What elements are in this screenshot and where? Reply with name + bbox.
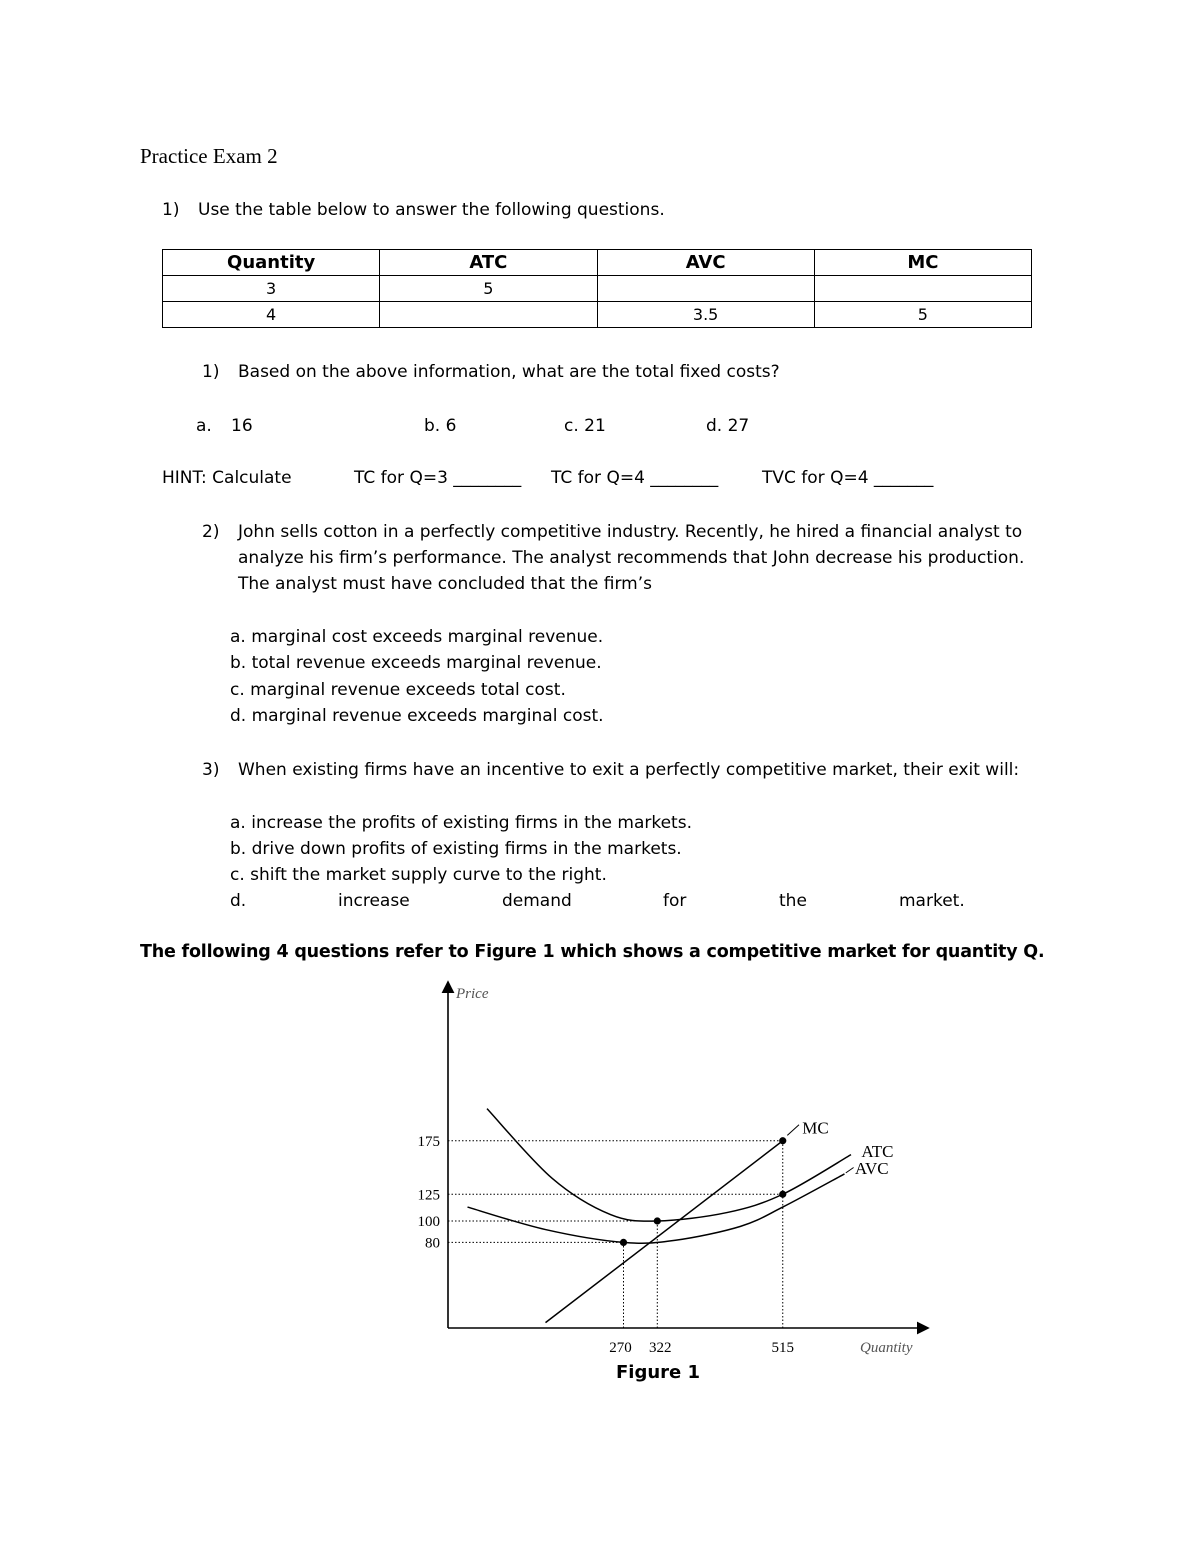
table-header-avc: AVC bbox=[597, 250, 814, 276]
question-1-choice-b: b. 6 bbox=[424, 416, 457, 436]
table-cell bbox=[380, 302, 597, 328]
x-tick-label: 515 bbox=[771, 1340, 794, 1356]
question-3-choice-d-label: d. bbox=[230, 891, 247, 911]
avc-curve bbox=[468, 1174, 845, 1243]
y-tick-label: 175 bbox=[417, 1133, 440, 1150]
figure-intro: The following 4 questions refer to Figure 1 which shows a competitive market for quantity Q. bbox=[140, 942, 1045, 962]
table-header-quantity: Quantity bbox=[163, 250, 380, 276]
question-3-text: When existing firms have an incentive to exit a perfectly competitive market, their exit will: bbox=[238, 760, 1020, 780]
question-2-choice-b: b. total revenue exceeds marginal revenue. bbox=[230, 653, 602, 673]
x-tick-label: 322 bbox=[649, 1340, 672, 1356]
hint-tc-q4: TC for Q=4 ________ bbox=[551, 468, 719, 488]
question-3-choice-d-word: the bbox=[779, 891, 807, 911]
question-2-line-1: John sells cotton in a perfectly competitive industry. Recently, he hired a financial analyst to bbox=[238, 522, 1023, 542]
question-1-text: Based on the above information, what are the total fixed costs? bbox=[238, 362, 780, 382]
hint-label: HINT: Calculate bbox=[162, 468, 292, 488]
question-1-number: 1) bbox=[202, 362, 220, 382]
intersection-point bbox=[620, 1239, 627, 1246]
y-axis-label: Price bbox=[456, 986, 489, 1002]
question-1-choice-a-label: a. bbox=[196, 416, 212, 436]
question-1-intro-number: 1) bbox=[162, 200, 180, 220]
table-cell bbox=[597, 276, 814, 302]
atc-label: ATC bbox=[861, 1141, 894, 1161]
avc-label-leader bbox=[846, 1168, 854, 1173]
question-3-choice-d-word: for bbox=[663, 891, 687, 911]
question-1-choice-a-value: 16 bbox=[231, 416, 253, 436]
table-cell: 5 bbox=[380, 276, 597, 302]
x-tick-label: 270 bbox=[609, 1340, 632, 1356]
question-2-choice-c: c. marginal revenue exceeds total cost. bbox=[230, 680, 566, 700]
mc-label: MC bbox=[802, 1118, 829, 1138]
table-cell: 5 bbox=[814, 302, 1031, 328]
mc-label-leader bbox=[787, 1125, 799, 1136]
mc-curve bbox=[546, 1141, 783, 1323]
intersection-point bbox=[654, 1217, 661, 1224]
intersection-point bbox=[779, 1191, 786, 1198]
y-tick-label: 80 bbox=[425, 1235, 440, 1252]
table-header-atc: ATC bbox=[380, 250, 597, 276]
question-1-intro-text: Use the table below to answer the following questions. bbox=[198, 200, 665, 220]
page-title: Practice Exam 2 bbox=[140, 144, 278, 168]
hint-tc-q3: TC for Q=3 ________ bbox=[354, 468, 522, 488]
intersection-point bbox=[779, 1137, 786, 1144]
figure-1-chart bbox=[410, 980, 930, 1355]
table-header-row bbox=[163, 250, 1032, 276]
question-2-choice-a: a. marginal cost exceeds marginal revenue. bbox=[230, 627, 604, 647]
question-3-choice-c: c. shift the market supply curve to the right. bbox=[230, 865, 607, 885]
table-row bbox=[163, 276, 1032, 302]
hint-tvc-q4: TVC for Q=4 _______ bbox=[762, 468, 934, 488]
question-3-number: 3) bbox=[202, 760, 220, 780]
table-cell bbox=[814, 276, 1031, 302]
question-2-number: 2) bbox=[202, 522, 220, 542]
question-3-choice-d-word: market. bbox=[899, 891, 965, 911]
y-tick-label: 125 bbox=[417, 1187, 440, 1204]
y-tick-label: 100 bbox=[417, 1214, 440, 1230]
figure-caption: Figure 1 bbox=[616, 1362, 701, 1383]
table-row bbox=[163, 302, 1032, 328]
x-axis-label: Quantity bbox=[860, 1340, 913, 1356]
table-cell: 3.5 bbox=[597, 302, 814, 328]
question-3-choice-d-word: increase bbox=[338, 891, 410, 911]
question-3-choice-a: a. increase the profits of existing firms in the markets. bbox=[230, 813, 692, 833]
table-cell: 3 bbox=[163, 276, 380, 302]
cost-table bbox=[162, 249, 1032, 328]
question-1-choice-d: d. 27 bbox=[706, 416, 750, 436]
table-cell: 4 bbox=[163, 302, 380, 328]
question-2-line-3: The analyst must have concluded that the firm’s bbox=[238, 574, 652, 594]
question-3-choice-d-word: demand bbox=[502, 891, 572, 911]
question-2-line-2: analyze his firm’s performance. The analyst recommends that John decrease his production. bbox=[238, 548, 1025, 568]
question-2-choice-d: d. marginal revenue exceeds marginal cost. bbox=[230, 706, 604, 726]
atc-curve bbox=[487, 1109, 851, 1222]
table-header-mc: MC bbox=[814, 250, 1031, 276]
question-3-choice-b: b. drive down profits of existing firms in the markets. bbox=[230, 839, 682, 859]
question-1-choice-c: c. 21 bbox=[564, 416, 606, 436]
avc-label: AVC bbox=[854, 1158, 889, 1178]
